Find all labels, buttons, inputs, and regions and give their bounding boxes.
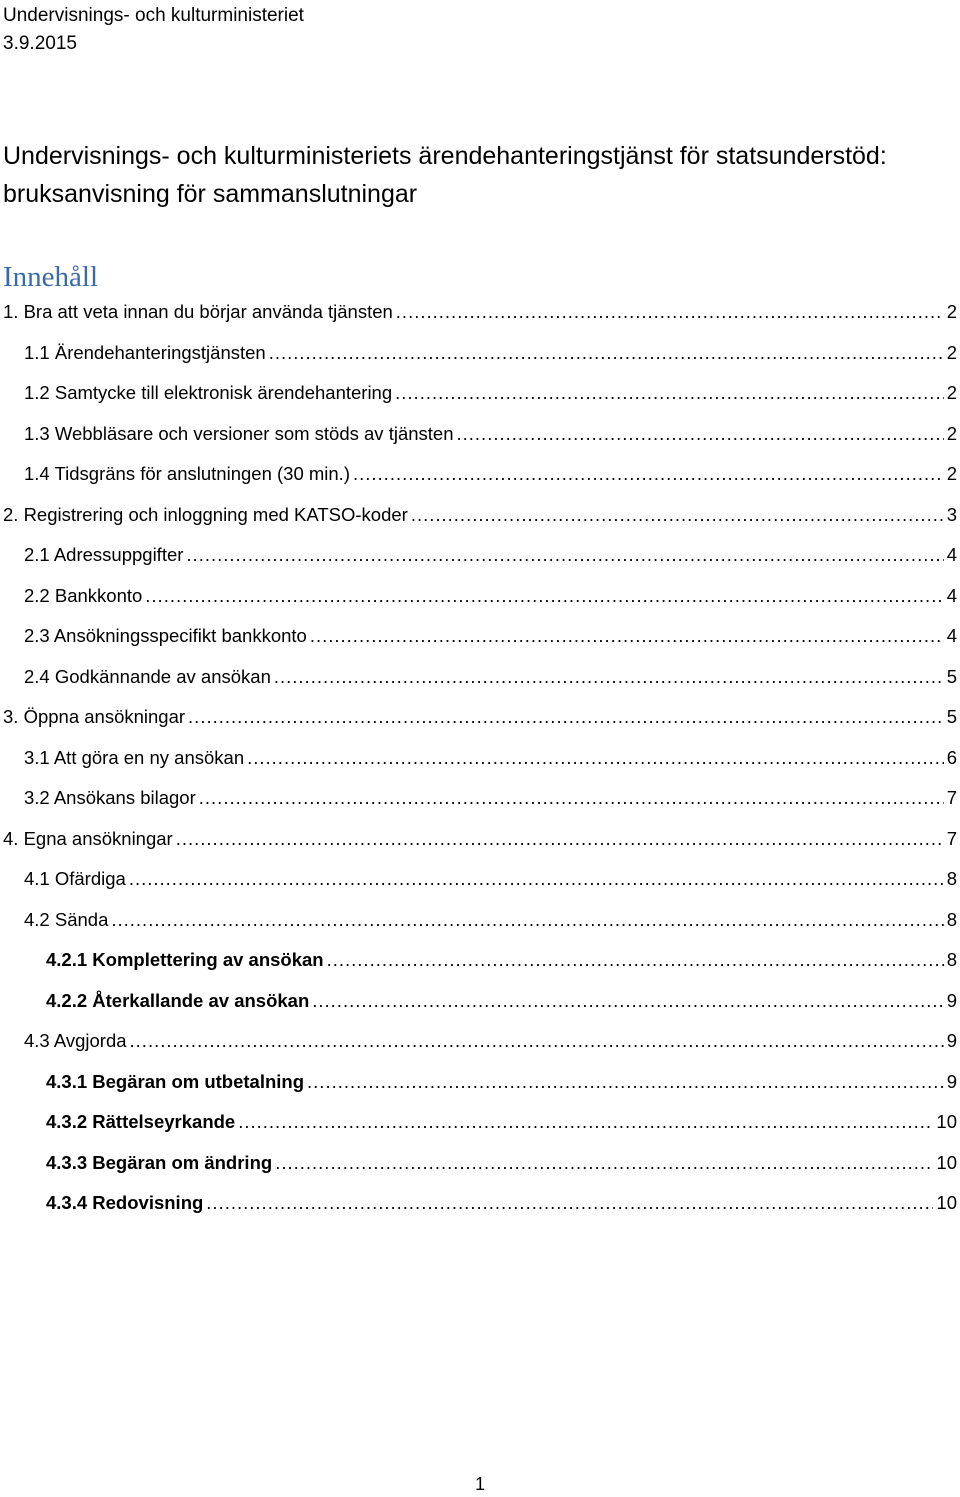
- toc-page-number: 5: [946, 665, 957, 687]
- toc-entry[interactable]: [24, 616, 960, 656]
- toc-leader-dots: [396, 292, 944, 332]
- toc-entry[interactable]: [24, 657, 960, 697]
- toc-entry[interactable]: [24, 859, 960, 899]
- toc-leader-dots: [457, 414, 944, 454]
- toc-entry-text: 1. Bra att veta innan du börjar använda tjänsten: [3, 301, 393, 322]
- toc-page-number: 8: [946, 908, 957, 930]
- toc-entry-text: 3. Öppna ansökningar: [3, 706, 186, 727]
- toc-entry-text: 2.2 Bankkonto: [24, 584, 143, 606]
- toc-entry-text: 1.1 Ärendehanteringstjänsten: [24, 341, 266, 363]
- toc-leader-dots: [111, 900, 943, 940]
- page-number: 1: [474, 1474, 485, 1494]
- toc-entry[interactable]: [24, 778, 960, 818]
- toc-leader-dots: [145, 576, 943, 616]
- toc-page-number: 9: [946, 1070, 957, 1092]
- toc-entry[interactable]: [46, 1062, 960, 1102]
- toc-entry-text: 2.1 Adressuppgifter: [24, 544, 184, 565]
- toc-page-number: 2: [946, 382, 957, 403]
- toc-page-number: 2: [946, 301, 957, 322]
- toc-entry[interactable]: [24, 414, 960, 454]
- toc-page-number: 2: [946, 422, 957, 444]
- toc-entry[interactable]: [3, 292, 960, 332]
- toc-entry[interactable]: [3, 697, 960, 737]
- toc-entry[interactable]: [46, 981, 960, 1021]
- toc-leader-dots: [312, 981, 943, 1021]
- header-date: 3.9.2015: [3, 33, 77, 54]
- toc-page-number: 4: [946, 584, 957, 606]
- toc-entry-text: 4.3.1 Begäran om utbetalning: [46, 1070, 305, 1092]
- toc-leader-dots: [411, 495, 944, 535]
- toc-entry[interactable]: [3, 495, 960, 535]
- toc-leader-dots: [238, 1102, 933, 1142]
- toc-entry[interactable]: [24, 738, 960, 778]
- toc-leader-dots: [247, 738, 944, 778]
- toc-leader-dots: [274, 657, 944, 697]
- toc-leader-dots: [269, 333, 944, 373]
- toc-page-number: 8: [946, 868, 957, 889]
- toc-entry[interactable]: [46, 940, 960, 980]
- toc-leader-dots: [129, 859, 944, 899]
- toc-leader-dots: [310, 616, 944, 656]
- toc-entry[interactable]: [24, 1021, 960, 1061]
- toc-entry[interactable]: [46, 1143, 960, 1183]
- toc-entry-text: 4. Egna ansökningar: [3, 827, 173, 849]
- toc-entry-text: 2.3 Ansökningsspecifikt bankkonto: [24, 625, 307, 646]
- toc-leader-dots: [186, 535, 943, 575]
- toc-entry-text: 2. Registrering och inloggning med KATSO-koder: [3, 503, 408, 525]
- toc-leader-dots: [395, 373, 944, 413]
- toc-leader-dots: [275, 1143, 933, 1183]
- toc-entry-text: 1.3 Webbläsare och versioner som stöds av tjänsten: [24, 422, 454, 444]
- toc-page-number: 2: [946, 463, 957, 484]
- toc-leader-dots: [206, 1183, 933, 1223]
- toc-entry[interactable]: [3, 819, 960, 859]
- toc-entry[interactable]: [24, 576, 960, 616]
- toc-page-number: 4: [946, 544, 957, 565]
- toc-entry[interactable]: [24, 900, 960, 940]
- toc-entry[interactable]: [24, 333, 960, 373]
- header-ministry: Undervisnings- och kulturministeriet: [3, 5, 304, 26]
- toc-leader-dots: [307, 1062, 944, 1102]
- toc-page-number: 7: [946, 827, 957, 849]
- toc-page-number: 9: [946, 1030, 957, 1051]
- toc-entry-text: 4.1 Ofärdiga: [24, 868, 126, 889]
- toc-entry-text: 3.1 Att göra en ny ansökan: [24, 746, 245, 768]
- toc-entry-text: 1.2 Samtycke till elektronisk ärendehantering: [24, 382, 393, 403]
- toc-entry[interactable]: [24, 535, 960, 575]
- toc-entry-text: 4.3.3 Begäran om ändring: [46, 1151, 273, 1173]
- toc-entry-text: 2.4 Godkännande av ansökan: [24, 665, 271, 687]
- toc-entry-text: 4.3.4 Redovisning: [46, 1192, 204, 1213]
- toc-page-number: 10: [936, 1151, 957, 1173]
- toc-page-number: 10: [936, 1192, 957, 1213]
- toc-entry[interactable]: [46, 1183, 960, 1223]
- toc-entry-text: 4.3 Avgjorda: [24, 1030, 127, 1051]
- toc-page-number: 3: [946, 503, 957, 525]
- toc-page-number: 7: [946, 787, 957, 808]
- toc-leader-dots: [176, 819, 944, 859]
- toc-entry[interactable]: [24, 454, 960, 494]
- toc-page-number: 10: [936, 1111, 957, 1132]
- toc-entry-text: 4.2.2 Återkallande av ansökan: [46, 989, 310, 1011]
- toc-leader-dots: [353, 454, 944, 494]
- toc-entry[interactable]: [24, 373, 960, 413]
- toc-entry[interactable]: [46, 1102, 960, 1142]
- document-header: [3, 2, 304, 58]
- toc-entry-text: 4.3.2 Rättelseyrkande: [46, 1111, 236, 1132]
- toc-entry-text: 1.4 Tidsgräns för anslutningen (30 min.): [24, 463, 350, 484]
- document-title: Undervisnings- och kulturministeriets ärendehanteringstjänst för statsunderstöd: bruksanvisning för sammanslutningar: [3, 142, 887, 208]
- toc-entry-text: 4.2 Sända: [24, 908, 109, 930]
- toc-page-number: 6: [946, 746, 957, 768]
- toc-page-number: 2: [946, 341, 957, 363]
- toc-page-number: 5: [946, 706, 957, 727]
- toc-leader-dots: [199, 778, 944, 818]
- toc-heading: Innehåll: [3, 261, 99, 293]
- toc-entry-text: 3.2 Ansökans bilagor: [24, 787, 196, 808]
- toc-leader-dots: [188, 697, 944, 737]
- toc-entry-text: 4.2.1 Komplettering av ansökan: [46, 949, 324, 970]
- toc-leader-dots: [327, 940, 944, 980]
- toc-page-number: 8: [946, 949, 957, 970]
- toc-leader-dots: [130, 1021, 944, 1061]
- toc-page-number: 9: [946, 989, 957, 1011]
- toc-page-number: 4: [946, 625, 957, 646]
